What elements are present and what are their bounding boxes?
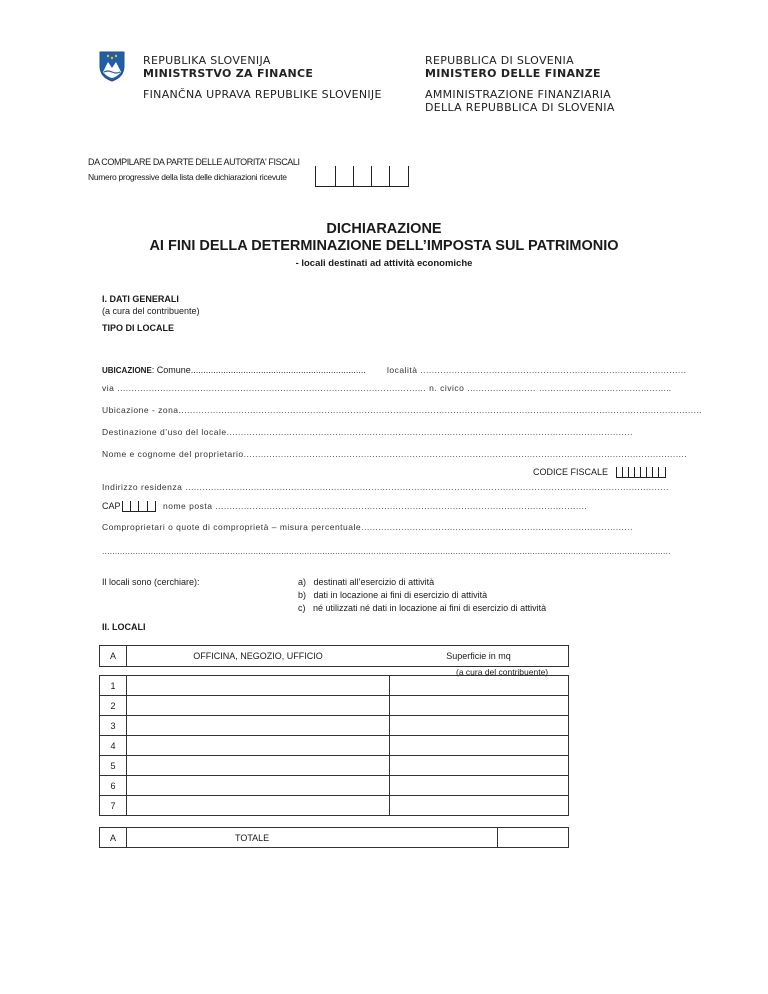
row-number: 4: [100, 736, 127, 756]
header-left-line1: REPUBLIKA SLOVENIJA: [143, 54, 271, 67]
authority-sub: Numero progressive della lista delle dichiarazioni ricevute: [88, 172, 287, 182]
row-number: 5: [100, 756, 127, 776]
row-description-cell[interactable]: [127, 736, 390, 756]
emblem-icon: [99, 50, 125, 82]
row-area-cell[interactable]: [390, 796, 569, 816]
authority-heading: DA COMPILARE DA PARTE DELLE AUTORITA' FISCALI: [88, 157, 300, 167]
total-table: [99, 827, 569, 848]
table-row[interactable]: [100, 756, 569, 776]
total-col-a: A: [100, 828, 127, 848]
row-area-cell[interactable]: [390, 716, 569, 736]
row-number: 7: [100, 796, 127, 816]
header-left-line2: MINISTRSTVO ZA FINANCE: [143, 67, 314, 80]
row-description-cell[interactable]: [127, 756, 390, 776]
locali-rows-table: [99, 675, 569, 816]
ubicazione-zona-field[interactable]: Ubicazione - zona.......................................................................................................................................................................................: [102, 405, 703, 415]
row-number: 1: [100, 676, 127, 696]
locali-table: [99, 645, 569, 667]
codice-fiscale-boxes[interactable]: [616, 467, 666, 478]
row-number: 2: [100, 696, 127, 716]
destinazione-uso-field[interactable]: Destinazione d’uso del locale..............................................................................................................................................: [102, 427, 633, 437]
header-left-line3: FINANČNA UPRAVA REPUBLIKE SLOVENIJE: [143, 88, 382, 101]
row-area-cell[interactable]: [390, 676, 569, 696]
header-right-line3a: AMMINISTRAZIONE FINANZIARIA: [425, 88, 612, 101]
header-right-line1: REPUBBLICA DI SLOVENIA: [425, 54, 574, 67]
col-c-note: (a cura del contribuente): [456, 667, 549, 677]
table-row[interactable]: [100, 696, 569, 716]
col-c-header: Superficie in mq: [389, 646, 569, 667]
option-b[interactable]: b) dati in locazione ai fini di esercizio di attività: [298, 590, 488, 600]
section2-heading: II. LOCALI: [102, 622, 146, 632]
section1-note: (a cura del contribuente): [102, 306, 200, 316]
row-area-cell[interactable]: [390, 756, 569, 776]
row-description-cell[interactable]: [127, 676, 390, 696]
indirizzo-residenza-field[interactable]: Indirizzo residenza .........................................................................................................................................................................: [102, 482, 669, 492]
declaration-number-boxes[interactable]: [315, 166, 409, 187]
title-line1: DICHIARAZIONE: [326, 221, 442, 237]
ubicazione-comune-field[interactable]: UBICAZIONE: Comune......................................................................: [102, 365, 366, 375]
row-description-cell[interactable]: [127, 776, 390, 796]
row-description-cell[interactable]: [127, 716, 390, 736]
row-number: 3: [100, 716, 127, 736]
nome-posta-field[interactable]: nome posta ..................................................................................................................................: [163, 501, 588, 511]
table-row[interactable]: [100, 796, 569, 816]
total-row[interactable]: [100, 828, 569, 848]
row-area-cell[interactable]: [390, 736, 569, 756]
col-b-header: OFFICINA, NEGOZIO, UFFICIO: [127, 646, 390, 667]
cap-boxes[interactable]: [122, 501, 156, 512]
comproprietari-field[interactable]: Comproprietari o quote di comproprietà – misura percentuale...............................................................................................: [102, 522, 633, 532]
cap-label: CAP: [102, 501, 121, 511]
row-area-cell[interactable]: [390, 776, 569, 796]
table-row[interactable]: [100, 676, 569, 696]
localita-field[interactable]: località .............................................................................................: [387, 365, 687, 375]
row-description-cell[interactable]: [127, 696, 390, 716]
table-head-row: [100, 646, 569, 667]
section1-heading: I. DATI GENERALI: [102, 294, 179, 304]
row-description-cell[interactable]: [127, 796, 390, 816]
title-subtitle: - locali destinati ad attività economiche: [295, 258, 473, 269]
header-right-line2: MINISTERO DELLE FINANZE: [425, 67, 601, 80]
row-area-cell[interactable]: [390, 696, 569, 716]
row-number: 6: [100, 776, 127, 796]
table-row[interactable]: [100, 716, 569, 736]
table-row[interactable]: [100, 736, 569, 756]
proprietario-field[interactable]: Nome e cognome del proprietario...........................................................................................................................................................: [102, 449, 688, 459]
table-row[interactable]: [100, 776, 569, 796]
codice-fiscale-label: CODICE FISCALE: [533, 467, 609, 477]
option-a[interactable]: a) destinati all’esercizio di attività: [298, 577, 435, 587]
tipo-locale-label: TIPO DI LOCALE: [102, 323, 174, 333]
col-a-header: A: [100, 646, 127, 667]
via-civico-field[interactable]: via ............................................................................................................ n. civico ........................ ………………………………………..: [102, 383, 671, 393]
option-c[interactable]: c) né utilizzati né dati in locazione ai fini di esercizio di attività: [298, 603, 547, 613]
total-area-cell[interactable]: [498, 828, 569, 848]
header-right-line3b: DELLA REPUBBLICA DI SLOVENIA: [425, 101, 615, 114]
blank-field-line[interactable]: ..............................................................................................................................................................................................................................: [102, 546, 671, 556]
title-line2: AI FINI DELLA DETERMINAZIONE DELL’IMPOSTA SUL PATRIMONIO: [149, 238, 619, 254]
locali-sono-label: Il locali sono (cerchiare):: [102, 577, 200, 587]
total-label: TOTALE: [127, 828, 498, 848]
